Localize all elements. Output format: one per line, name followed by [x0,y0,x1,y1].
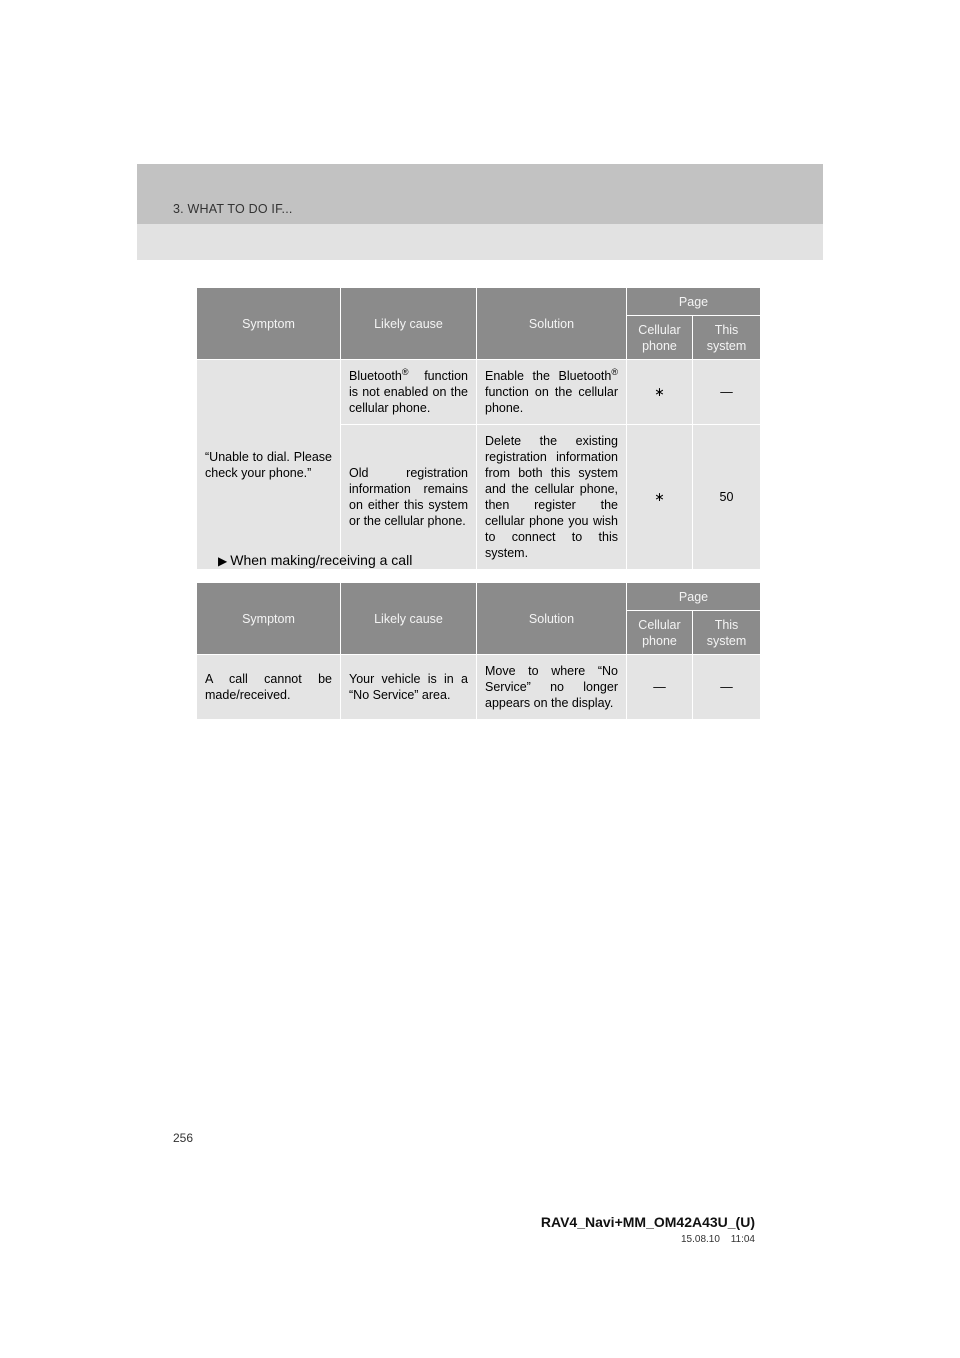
cellular-page-cell: — [627,655,693,720]
cause-cell: Bluetooth® function is not enabled on the cellular phone. [341,360,477,425]
solution-cell: Delete the existing registration information from both this system and the cellular phone, then register the cellular phone you wish to connect to this system. [477,425,627,570]
solution-header: Solution [477,583,627,655]
symptom-cell: A call cannot be made/received. [197,655,341,720]
print-timestamp: 15.08.10 11:04 [680,1234,755,1245]
table-row [197,655,761,720]
triangle-marker-icon: ▶ [218,554,228,568]
section-title: 3. WHAT TO DO IF... [173,202,293,216]
symptom-cell: “Unable to dial. Please check your phone.” [197,360,341,570]
document-code: RAV4_Navi+MM_OM42A43U_(U) [540,1214,755,1230]
page-header: Page [627,583,761,611]
page-number: 256 [173,1131,194,1145]
table-row [197,360,761,425]
system-page-cell: — [693,655,761,720]
symptom-header: Symptom [197,288,341,360]
troubleshooting-table-dial [196,287,761,570]
cellular-phone-header: Cellular phone [627,611,693,655]
likely-cause-header: Likely cause [341,288,477,360]
cellular-page-cell: ∗ [627,360,693,425]
solution-cell: Enable the Bluetooth® function on the cellular phone. [477,360,627,425]
cellular-phone-header: Cellular phone [627,316,693,360]
system-page-cell: — [693,360,761,425]
subsection-heading: ▶ When making/receiving a call [218,552,413,568]
solution-cell: Move to where “No Service” no longer appears on the display. [477,655,627,720]
page-header: Page [627,288,761,316]
this-system-header: This system [693,316,761,360]
header-subband [137,224,823,260]
cellular-page-cell: ∗ [627,425,693,570]
system-page-cell: 50 [693,425,761,570]
cause-cell: Old registration information remains on either this system or the cellular phone. [341,425,477,570]
solution-header: Solution [477,288,627,360]
troubleshooting-table-call [196,582,761,720]
cause-cell: Your vehicle is in a “No Service” area. [341,655,477,720]
this-system-header: This system [693,611,761,655]
symptom-header: Symptom [197,583,341,655]
likely-cause-header: Likely cause [341,583,477,655]
